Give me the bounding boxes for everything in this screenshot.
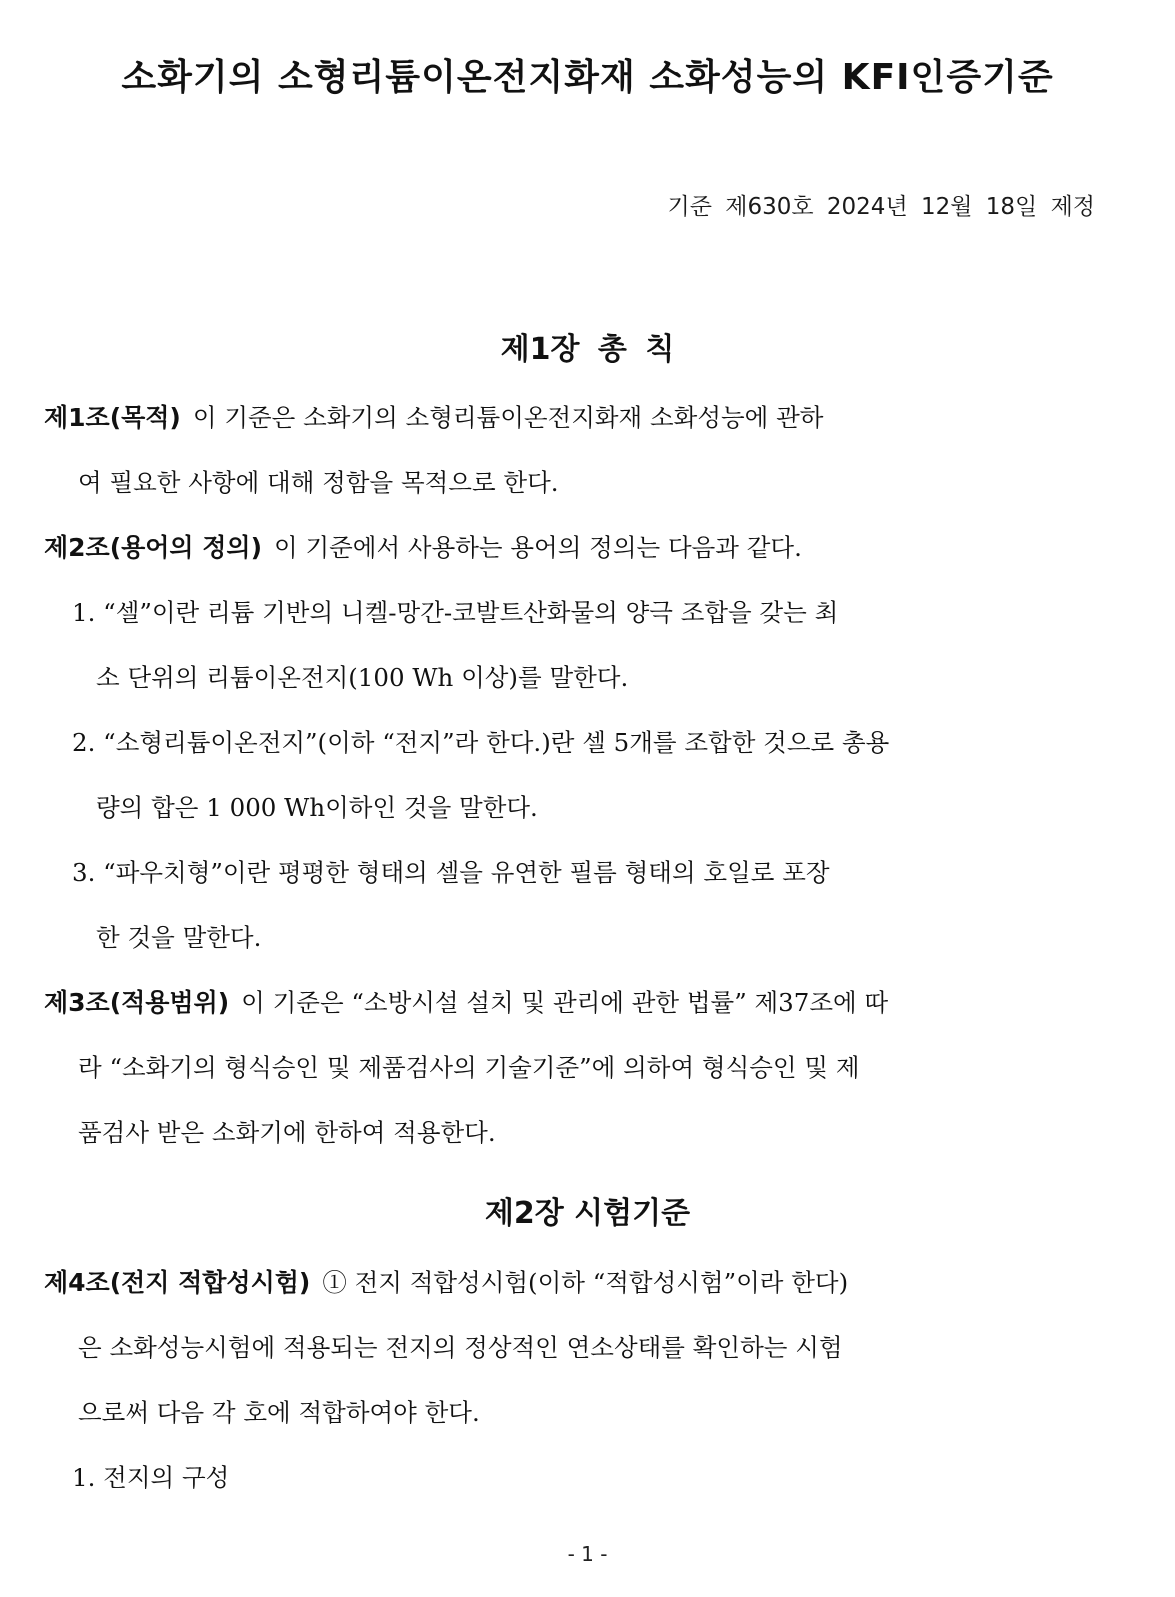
- definition-item-3-line-2: 한 것을 말한다.: [96, 923, 262, 952]
- article-4-text-1: ① 전지 적합성시험(이하 “적합성시험”이라 한다): [322, 1268, 849, 1297]
- article-1: [44, 385, 1097, 515]
- article-4-item-1-line-1: 1. 전지의 구성: [72, 1463, 230, 1492]
- article-2-heading: 제2조(용어의 정의): [44, 533, 263, 562]
- article-1-heading: 제1조(목적): [44, 403, 181, 432]
- article-4-item-1: [72, 1445, 1097, 1510]
- document-title: 소화기의 소형리튬이온전지화재 소화성능의 KFI인증기준: [121, 57, 1054, 98]
- definition-item-2-line-1: 2. “소형리튬이온전지”(이하 “전지”라 한다.)란 셀 5개를 조합한 것으로 총용: [72, 728, 890, 757]
- article-1-text-2: 여 필요한 사항에 대해 정함을 목적으로 한다.: [78, 468, 559, 497]
- page-number: - 1 -: [567, 1542, 608, 1566]
- enactment-info: 기준 제630호 2024년 12월 18일 제정: [667, 194, 1095, 220]
- article-3-text-3: 품검사 받은 소화기에 한하여 적용한다.: [78, 1118, 496, 1147]
- article-2: [44, 515, 1097, 580]
- article-3: [44, 970, 1097, 1165]
- article-1-line-1: [44, 385, 1097, 450]
- article-4-text-2: 은 소화성능시험에 적용되는 전지의 정상적인 연소상태를 확인하는 시험: [78, 1333, 843, 1362]
- article-1-text-1: 이 기준은 소화기의 소형리튬이온전지화재 소화성능에 관하: [192, 403, 824, 432]
- article-4: [44, 1250, 1097, 1445]
- chapter-1-heading: 제1장 총 칙: [500, 332, 675, 367]
- definition-item-2: [72, 710, 1097, 840]
- article-2-text-1: 이 기준에서 사용하는 용어의 정의는 다음과 같다.: [274, 533, 802, 562]
- definition-item-3: [72, 840, 1097, 970]
- definition-item-1-line-1: 1. “셀”이란 리튬 기반의 니켈-망간-코발트산화물의 양극 조합을 갖는 최: [72, 598, 839, 627]
- definition-item-2-line-2: 량의 합은 1 000 Wh이하인 것을 말한다.: [96, 793, 538, 822]
- article-4-text-3: 으로써 다음 각 호에 적합하여야 한다.: [78, 1398, 480, 1427]
- chapter-2-heading: 제2장 시험기준: [484, 1196, 691, 1231]
- definition-item-1: [72, 580, 1097, 710]
- definition-item-3-line-1: 3. “파우치형”이란 평평한 형태의 셀을 유연한 필름 형태의 호일로 포장: [72, 858, 830, 887]
- article-3-text-2: 라 “소화기의 형식승인 및 제품검사의 기술기준”에 의하여 형식승인 및 제: [78, 1053, 860, 1082]
- article-4-heading: 제4조(전지 적합성시험): [44, 1268, 311, 1297]
- article-3-heading: 제3조(적용범위): [44, 988, 230, 1017]
- article-3-text-1: 이 기준은 “소방시설 설치 및 관리에 관한 법률” 제37조에 따: [241, 988, 889, 1017]
- definition-item-1-line-2: 소 단위의 리튬이온전지(100 Wh 이상)를 말한다.: [96, 663, 629, 692]
